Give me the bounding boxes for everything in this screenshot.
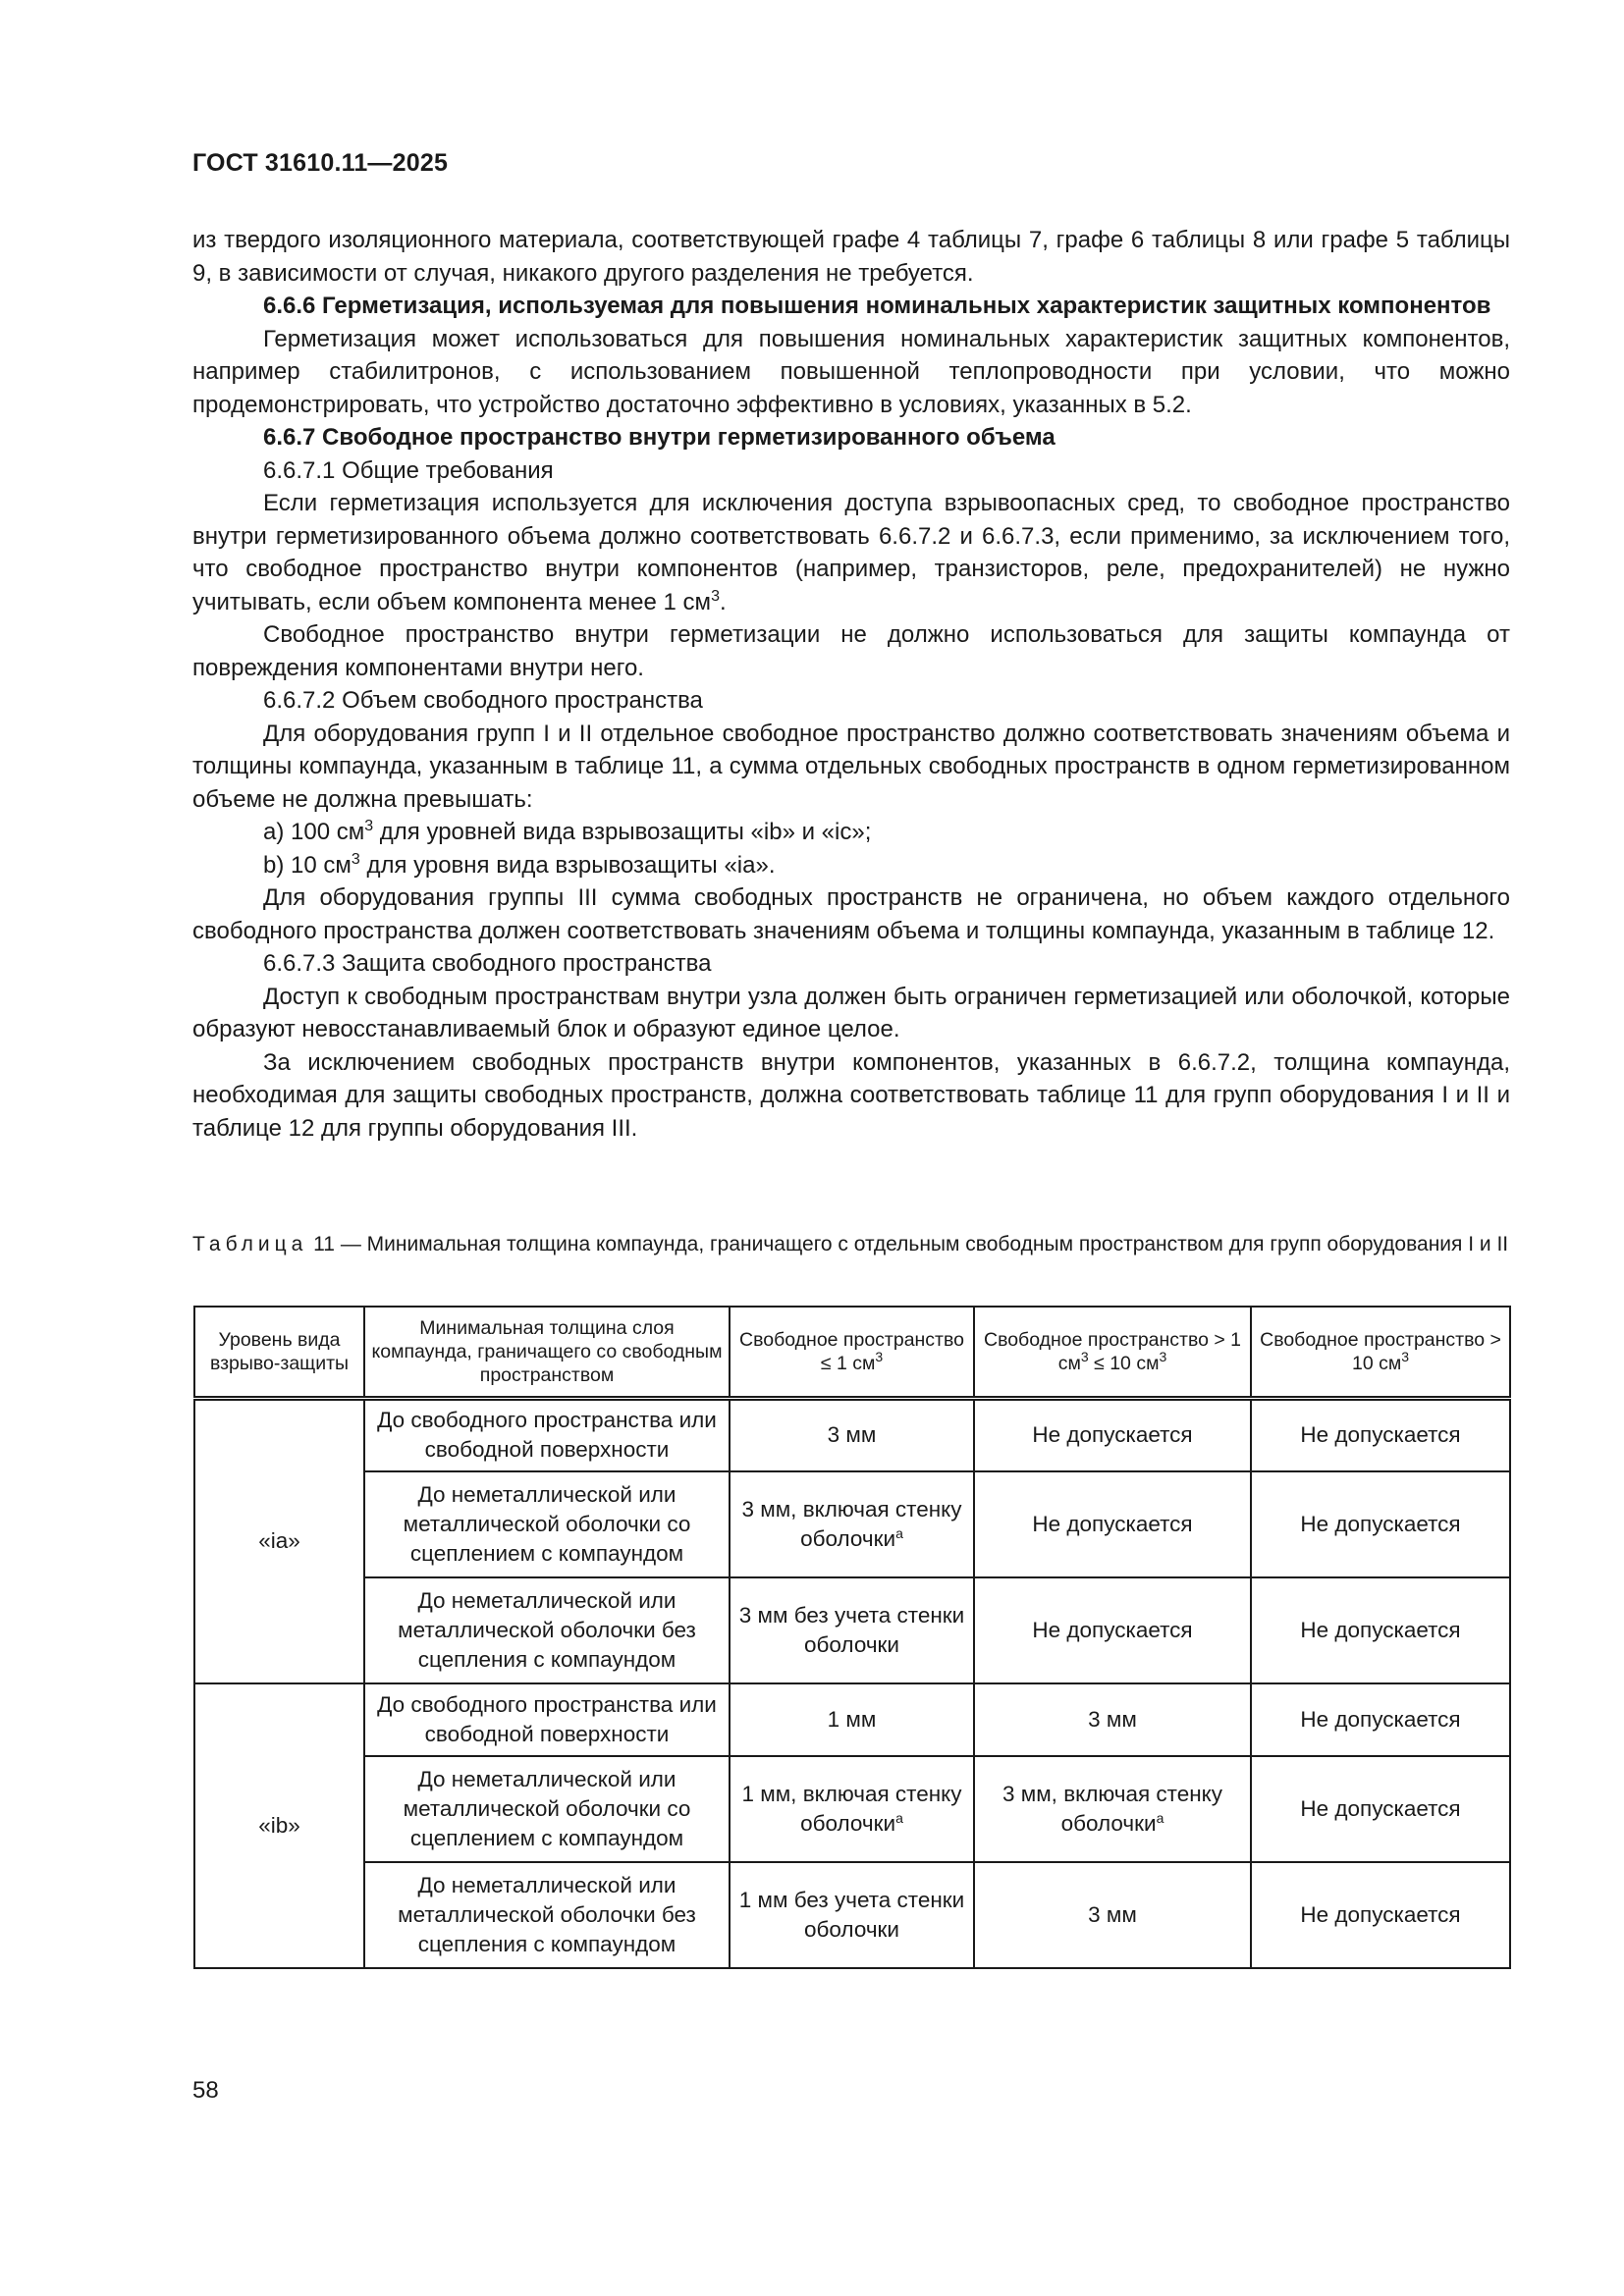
cell-space-le-1 xyxy=(730,1683,974,1756)
subsection-heading-6-6-7-2: 6.6.7.2 Объем свободного пространства xyxy=(263,687,703,714)
header-text: ≤ 10 см xyxy=(1088,1353,1160,1374)
document-header: ГОСТ 31610.11—2025 xyxy=(192,149,449,177)
footnote-mark: a xyxy=(895,1524,903,1541)
header-text: Свободное пространство > 10 см xyxy=(1260,1329,1501,1374)
superscript: 3 xyxy=(1080,1349,1089,1364)
table-row xyxy=(194,1399,1510,1471)
superscript: 3 xyxy=(1159,1349,1167,1364)
column-header-min-thickness: Минимальная толщина слоя компаунда, граничащего со свободным пространством xyxy=(364,1307,730,1399)
superscript: 3 xyxy=(711,587,720,605)
body-text xyxy=(192,224,1510,1145)
list-item-b xyxy=(192,849,1510,882)
cell-text: 3 мм, включая стенку оболочки xyxy=(741,1496,962,1551)
cell-space-gt-10: Не допускается xyxy=(1251,1577,1510,1683)
paragraph-end: . xyxy=(719,588,727,615)
superscript: 3 xyxy=(875,1349,884,1364)
column-header-space-1-10 xyxy=(974,1307,1251,1399)
cell-text: 3 мм xyxy=(1088,1901,1137,1927)
cell-description: До неметаллической или металлической оболочки без сцепления с компаундом xyxy=(364,1577,730,1683)
table-row xyxy=(194,1683,1510,1756)
table-caption xyxy=(192,1231,1510,1258)
cell-space-le-1 xyxy=(730,1399,974,1471)
subsection-heading-6-6-7-3: 6.6.7.3 Защита свободного пространства xyxy=(263,950,712,977)
cell-description: До неметаллической или металлической оболочки без сцепления с компаундом xyxy=(364,1862,730,1968)
cell-space-le-1 xyxy=(730,1756,974,1862)
superscript: 3 xyxy=(351,850,360,868)
table-header-row xyxy=(194,1307,1510,1399)
cell-description: До неметаллической или металлической оболочки со сцеплением с компаундом xyxy=(364,1756,730,1862)
cell-text: Не допускается xyxy=(1032,1422,1193,1448)
paragraph: из твердого изоляционного материала, соответствующей графе 4 таблицы 7, графе 6 таблицы 8 или графе 5 таблицы 9, в зависимости от случая, никакого другого разделения не требуется. xyxy=(192,227,1510,287)
paragraph: Для оборудования групп I и II отдельное свободное пространство должно соответствовать значениям объема и толщины компаунда, указанным в таблице 11, а сумма отдельных свободных пространств в одном герметизированном объеме не должна превышать: xyxy=(192,720,1510,813)
cell-text: 1 мм, включая стенку оболочки xyxy=(741,1781,962,1836)
column-header-space-gt-10 xyxy=(1251,1307,1510,1399)
cell-space-gt-10: Не допускается xyxy=(1251,1683,1510,1756)
header-text: Свободное пространство ≤ 1 см xyxy=(739,1329,964,1374)
cell-description: До неметаллической или металлической оболочки со сцеплением с компаундом xyxy=(364,1471,730,1577)
paragraph: Для оборудования группы III сумма свободных пространств не ограничена, но объем каждого отдельного свободного пространства должен соответствовать значениям объема и толщины компаунда, указанным в таблице 12. xyxy=(192,884,1510,944)
cell-text: 3 мм, включая стенку оболочки xyxy=(1001,1781,1223,1836)
cell-space-1-10 xyxy=(974,1471,1251,1577)
cell-space-gt-10: Не допускается xyxy=(1251,1471,1510,1577)
column-header-level: Уровень вида взрыво-защиты xyxy=(194,1307,364,1399)
cell-space-1-10 xyxy=(974,1577,1251,1683)
cell-text: 3 мм xyxy=(1088,1706,1137,1732)
cell-text: 1 мм без учета стенки оболочки xyxy=(738,1887,965,1942)
heading-text: 6.6.7 Свободное пространство внутри герметизированного объема xyxy=(263,424,1056,451)
paragraph: Доступ к свободным пространствам внутри узла должен быть ограничен герметизацией или оболочкой, которые образуют невосстанавливаемый блок и образуют единое целое. xyxy=(192,983,1510,1042)
cell-space-1-10 xyxy=(974,1683,1251,1756)
list-item-a xyxy=(192,816,1510,849)
heading-text: 6.6.6 Герметизация, используемая для повышения номинальных характеристик защитных компонентов xyxy=(263,293,1491,319)
cell-text: 1 мм xyxy=(827,1706,877,1732)
cell-protection-level: «ib» xyxy=(194,1683,364,1968)
cell-space-gt-10: Не допускается xyxy=(1251,1862,1510,1968)
cell-space-le-1 xyxy=(730,1471,974,1577)
paragraph: За исключением свободных пространств внутри компонентов, указанных в 6.6.7.2, толщина компаунда, необходимая для защиты свободных пространств, должна соответствовать таблице 11 для групп оборудования I и II и таблице 12 для группы оборудования III. xyxy=(192,1048,1510,1142)
table-row xyxy=(194,1756,1510,1862)
cell-space-gt-10: Не допускается xyxy=(1251,1399,1510,1471)
header-text: Свободное пространство > 1 см xyxy=(983,1329,1242,1374)
data-table xyxy=(193,1306,1511,1969)
cell-protection-level: «ia» xyxy=(194,1399,364,1683)
table-caption-text: 11 — Минимальная толщина компаунда, граничащего с отдельным свободным пространством для групп оборудования I и II xyxy=(307,1233,1509,1255)
superscript: 3 xyxy=(364,818,374,834)
cell-space-gt-10: Не допускается xyxy=(1251,1756,1510,1862)
cell-space-1-10 xyxy=(974,1862,1251,1968)
cell-space-le-1 xyxy=(730,1862,974,1968)
list-item-text: b) 10 см xyxy=(263,851,352,879)
column-header-space-le-1 xyxy=(730,1307,974,1399)
cell-text: 3 мм xyxy=(827,1422,877,1448)
list-item-text: a) 100 см xyxy=(263,819,365,845)
footnote-mark: a xyxy=(1156,1809,1164,1826)
table-caption-label: Таблица xyxy=(192,1233,308,1255)
cell-text: Не допускается xyxy=(1032,1617,1193,1642)
cell-space-1-10 xyxy=(974,1756,1251,1862)
paragraph-text: Если герметизация используется для исключения доступа взрывоопасных сред, то свободное пространство внутри герметизированного объема должно соответствовать 6.6.7.2 и 6.6.7.3, если применимо, за исключением того, что свободное пространство внутри компонентов (например, транзисторов, реле, предохранителей) не нужно учитывать, если объем компонента менее 1 см xyxy=(192,490,1510,615)
paragraph: Свободное пространство внутри герметизации не должно использоваться для защиты компаунда от повреждения компонентами внутри него. xyxy=(192,621,1510,681)
cell-text: 3 мм без учета стенки оболочки xyxy=(738,1602,965,1657)
cell-description: До свободного пространства или свободной поверхности xyxy=(364,1399,730,1471)
cell-text: Не допускается xyxy=(1032,1511,1193,1536)
footnote-mark: a xyxy=(895,1809,903,1826)
subsection-heading-6-6-7-1: 6.6.7.1 Общие требования xyxy=(263,456,554,484)
section-heading-6-6-7 xyxy=(192,421,1510,454)
list-item-text: для уровней вида взрывозащиты «ib» и «ic»; xyxy=(373,819,872,845)
list-item-text: для уровня вида взрывозащиты «ia». xyxy=(359,851,776,879)
section-heading-6-6-6 xyxy=(192,290,1510,323)
paragraph xyxy=(192,487,1510,618)
paragraph: Герметизация может использоваться для повышения номинальных характеристик защитных компонентов, например стабилитронов, с использованием повышенной теплопроводности при условии, что можно продемонстрировать, что устройство достаточно эффективно в условиях, указанных в 5.2. xyxy=(192,325,1510,418)
page-number: 58 xyxy=(192,2077,219,2104)
cell-space-1-10 xyxy=(974,1399,1251,1471)
table-row xyxy=(194,1577,1510,1683)
cell-description: До свободного пространства или свободной поверхности xyxy=(364,1683,730,1756)
superscript: 3 xyxy=(1401,1349,1410,1364)
table-row xyxy=(194,1862,1510,1968)
table-row xyxy=(194,1471,1510,1577)
cell-space-le-1 xyxy=(730,1577,974,1683)
